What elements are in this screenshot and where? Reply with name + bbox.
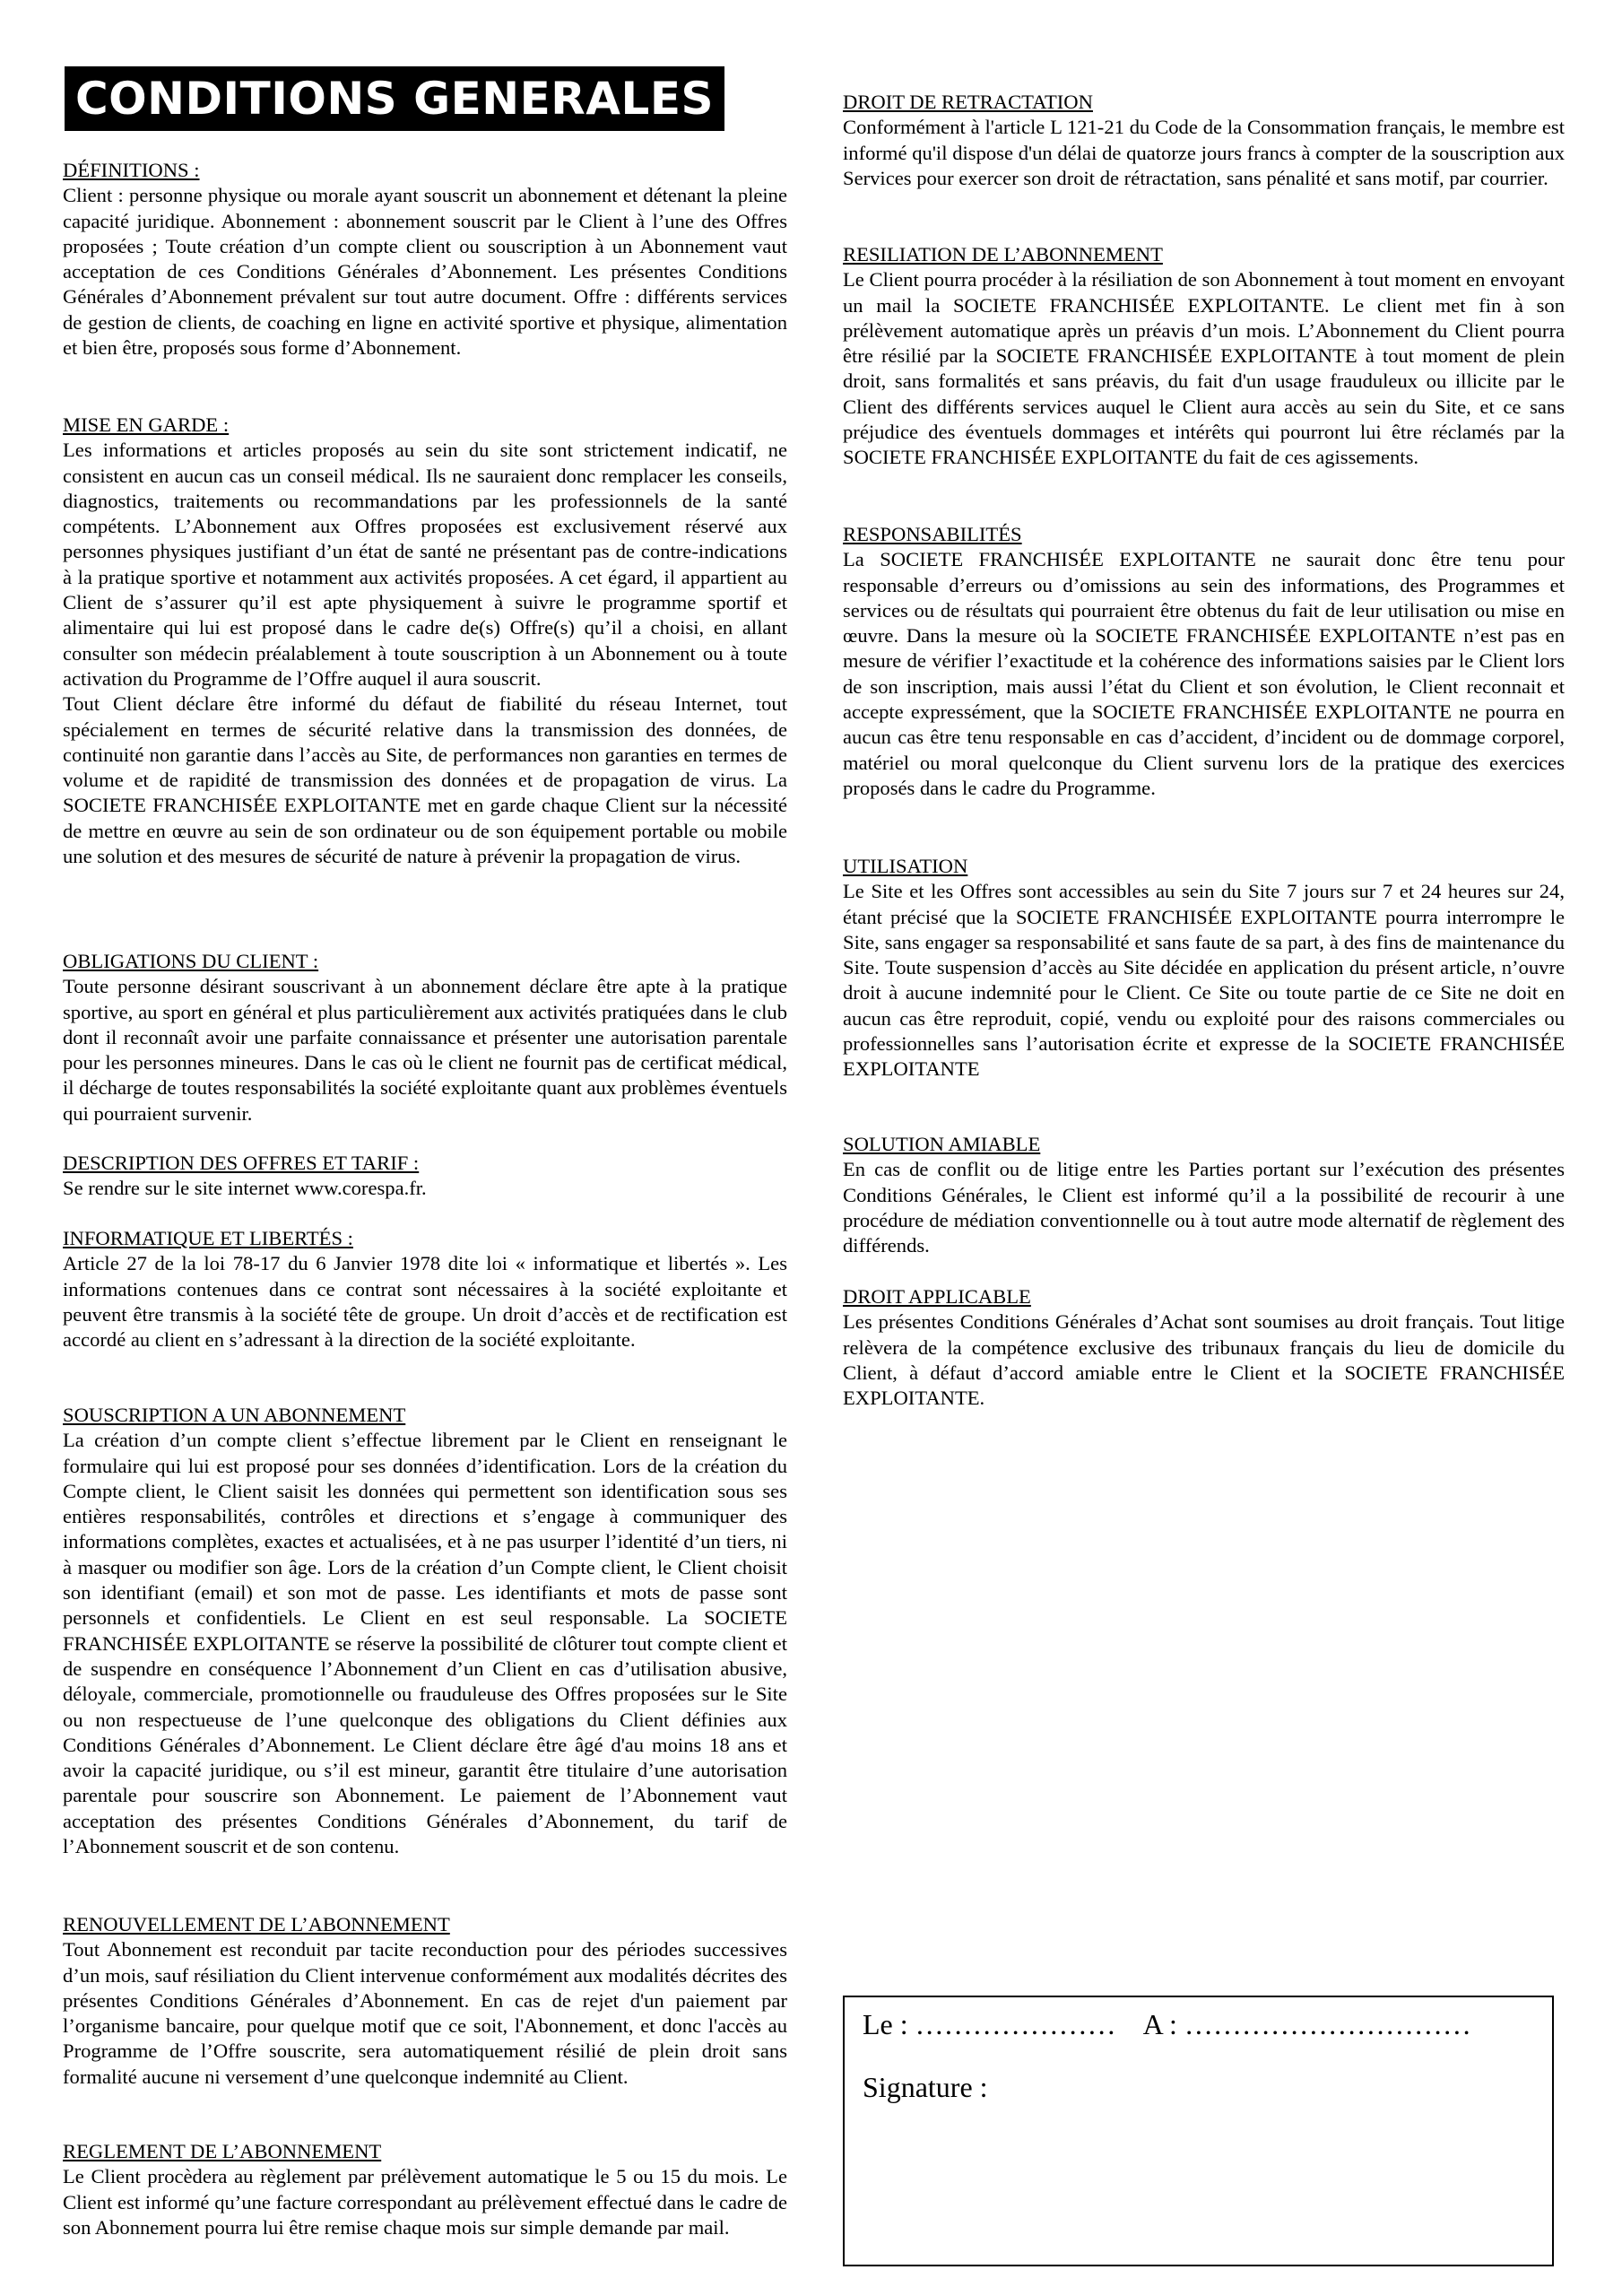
section-heading: OBLIGATIONS DU CLIENT : bbox=[63, 950, 319, 972]
section-souscription bbox=[63, 1403, 787, 1859]
section-heading: UTILISATION bbox=[843, 855, 968, 877]
section-body: En cas de conflit ou de litige entre les Parties portant sur l’exécution des présentes Conditions Générales, le Client est informé qu’il a la possibilité de recourir à une procédure de médiation conventionnelle ou à tout autre mode alternatif de règlement des différends. bbox=[843, 1158, 1565, 1257]
section-mise-en-garde bbox=[63, 413, 787, 869]
section-body: Les présentes Conditions Générales d’Achat sont soumises au droit français. Tout litige relèvera de la compétence exclusive des tribunaux français du lieu de domicile du Client, à défaut d’accord amiable entre le Client et la SOCIETE FRANCHISÉE EXPLOITANTE. bbox=[843, 1310, 1565, 1410]
section-definitions bbox=[63, 158, 787, 361]
section-body: Tout Abonnement est reconduit par tacite reconduction pour des périodes successives d’un mois, sauf résiliation du Client intervenue conformément aux modalités décrites des présentes Conditions Générales d’Abonnement. En cas de rejet d'un paiement par l’organisme bancaire, pour quelque motif que ce soit, l'Abonnement, et donc l'accès au Programme de l’Offre souscrite, sera automatiquement résilié de plein droit sans formalité aucune ni versement d’une quelconque indemnité au Client. bbox=[63, 1938, 787, 2088]
section-heading: SOUSCRIPTION A UN ABONNEMENT bbox=[63, 1404, 406, 1426]
section-body: Se rendre sur le site internet www.corespa.fr. bbox=[63, 1177, 427, 1200]
section-heading: DROIT DE RETRACTATION bbox=[843, 91, 1093, 113]
signature-label: Signature : bbox=[863, 2071, 988, 2103]
section-informatique bbox=[63, 1226, 787, 1352]
section-heading: DESCRIPTION DES OFFRES ET TARIF : bbox=[63, 1152, 420, 1174]
section-body: Le Client procèdera au règlement par prélèvement automatique le 5 ou 15 du mois. Le Client est informé qu’une facture correspondant au prélèvement effectué dans le cadre de son Abonnement pourra lui être remise chaque mois sur simple demande par mail. bbox=[63, 2165, 787, 2239]
section-body: La création d’un compte client s’effectue librement par le Client en renseignant le formulaire qui lui est proposé pour ses données d’identification. Lors de la création du Compte client, le Client saisit les données qui permettent son identification sous ses entières responsabilités, contrôles et directions et s’engage à communiquer des informations complètes, exactes et actualisées, et à ne pas usurper l’identité d’un tiers, ni à masquer ou modifier son âge. Lors de la création d’un Compte client, le Client choisit son identifiant (email) et son mot de passe. Les identifiants et mots de passe sont personnels et confidentiels. Le Client en est seul responsable. La SOCIETE FRANCHISÉE EXPLOITANTE se réserve la possibilité de clôturer tout compte client et de suspendre en conséquence l’Abonnement d’un Client en cas d’utilisation abusive, déloyale, commerciale, promotionnelle ou frauduleuse des Offres proposées sur le Site ou non respectueuse de l’une quelconque des obligations du Client définies aux Conditions Générales d’Abonnement. Le Client déclare être âgé d'au moins 18 ans et avoir la capacité juridique, ou s’il est mineur, garantit être titulaire d’une autorisation parentale pour souscrire son Abonnement. Le paiement de l’Abonnement vaut acceptation des présentes Conditions Générales d’Abonnement, du tarif de l’Abonnement souscrit et de son contenu. bbox=[63, 1429, 787, 1858]
section-renouvellement bbox=[63, 1912, 787, 2090]
section-offres-tarif bbox=[63, 1151, 787, 1202]
section-heading: DÉFINITIONS : bbox=[63, 159, 200, 181]
section-body: La SOCIETE FRANCHISÉE EXPLOITANTE ne saurait donc être tenu pour responsable d’erreurs ou d’omissions au sein des informations, des Programmes et services ou de résultats qui pourraient être obtenus du fait de leur utilisation ou mise en œuvre. Dans la mesure où la SOCIETE FRANCHISÉE EXPLOITANTE n’est pas en mesure de vérifier l’exactitude et la cohérence des informations saisies par le Client lors de son inscription, mais aussi l’état du Client et son évolution, le Client reconnait et accepte expressément, que la SOCIETE FRANCHISÉE EXPLOITANTE ne pourra en aucun cas être tenu responsable en cas d’accident, d’incident ou de dommage corporel, matériel ou moral quelconque du Client survenu lors de la pratique des exercices proposés dans le cadre du Programme. bbox=[843, 548, 1565, 799]
section-resiliation bbox=[843, 242, 1565, 471]
section-body: Toute personne désirant souscrivant à un abonnement déclare être apte à la pratique sportive, au sport en général et plus particulièrement aux activités pratiquées dans le club dont il reconnaît avoir une parfaite connaissance et présenter une autorisation parentale pour les personnes mineures. Dans le cas où le client ne fournit pas de certificat médical, il décharge de toutes responsabilités la société exploitante quant aux problèmes éventuels qui pourraient survenir. bbox=[63, 975, 787, 1125]
section-responsabilites bbox=[843, 522, 1565, 801]
section-body: Le Site et les Offres sont accessibles au sein du Site 7 jours sur 7 et 24 heures sur 24, étant précisé que la SOCIETE FRANCHISÉE EXPLOITANTE pourra interrompre le Site, sans engager sa responsabilité et sans faute de sa part, à des fins de maintenance du Site. Toute suspension d’accès au Site décidée en application du présent article, n’ouvre droit à aucune indemnité pour le Client. Ce Site ou toute partie de ce Site ne doit en aucun cas être reproduit, copié, vendu ou exploité pour des raisons commerciales ou professionnelles sans l’autorisation écrite et expresse de la SOCIETE FRANCHISÉE EXPLOITANTE bbox=[843, 880, 1565, 1081]
section-body: Les informations et articles proposés au sein du site sont strictement indicatif, ne consistent en aucun cas un conseil médical. Ils ne sauraient donc remplacer les conseils, diagnostics, traitements ou recommandations par les professionnels de la santé compétents. L’Abonnement aux Offres proposées est exclusivement réservé aux personnes physiques justifiant d’un état de santé ne présentant pas de contre-indications à la pratique sportive et notamment aux activités proposées. A cet égard, il appartient au Client de s’assurer qu’il est apte physiquement à suivre le programme sportif et alimentaire qui lui est proposé dans le cadre de(s) Offre(s) qu’il a choisi, en allant consulter son médecin préalablement à toute souscription à un Abonnement ou à toute activation du Programme de l’Offre auquel il aura souscrit. bbox=[63, 439, 787, 690]
section-reglement bbox=[63, 2139, 787, 2240]
section-body: Article 27 de la loi 78-17 du 6 Janvier 1978 dite loi « informatique et libertés ». Les informations contenues dans ce contrat sont nécessaires à la société exploitante et peuvent être transmis à la société tête de groupe. Un droit d’accès et de rectification est accordé au client en s’adressant à la direction de la société exploitante. bbox=[63, 1252, 787, 1352]
section-heading: REGLEMENT DE L’ABONNEMENT bbox=[63, 2140, 382, 2162]
section-heading: DROIT APPLICABLE bbox=[843, 1285, 1031, 1308]
section-heading: INFORMATIQUE ET LIBERTÉS : bbox=[63, 1227, 353, 1249]
signature-box[interactable] bbox=[843, 1996, 1554, 2266]
section-body: Le Client pourra procéder à la résiliation de son Abonnement à tout moment en envoyant un mail la SOCIETE FRANCHISÉE EXPLOITANTE. Le client met fin à son prélèvement automatique après un préavis d’un mois. L’Abonnement du Client pourra être résilié par la SOCIETE FRANCHISÉE EXPLOITANTE à tout moment de plein droit, sans formalités et sans préavis, du fait d'un usage frauduleux ou illicite par le Client des différents services auquel le Client aura accès au sein du Site, et ce sans préjudice des éventuels dommages et intérêts qui pourront lui être réclamés par la SOCIETE FRANCHISÉE EXPLOITANTE du fait de ces agissements. bbox=[843, 268, 1565, 469]
place-field[interactable]: A : ………………………… bbox=[1142, 2008, 1471, 2040]
section-solution-amiable bbox=[843, 1132, 1565, 1258]
section-heading: RENOUVELLEMENT DE L’ABONNEMENT bbox=[63, 1913, 450, 1935]
section-body-continued: Tout Client déclare être informé du défaut de fiabilité du réseau Internet, tout spécialement en termes de sécurité relative dans la transmission des données, de continuité non garantie dans l’accès au Site, de performances non garanties en termes de volume et de rapidité de transmission des données et de propagation de virus. La SOCIETE FRANCHISÉE EXPLOITANTE met en garde chaque Client sur la nécessité de mettre en œuvre au sein de son ordinateur ou de son équipement portable ou mobile une solution et des mesures de sécurité de nature à prévenir la propagation de virus. bbox=[63, 692, 787, 868]
date-field[interactable]: Le : ………………… bbox=[863, 2008, 1116, 2040]
section-utilisation bbox=[843, 854, 1565, 1083]
section-body: Client : personne physique ou morale ayant souscrit un abonnement et détenant la pleine capacité juridique. Abonnement : abonnement souscrit par le Client à l’une des Offres proposées ; Toute création d’un compte client ou souscription à un Abonnement vaut acceptation de ces Conditions Générales d’Abonnement. Les présentes Conditions Générales d’Abonnement prévalent sur tout autre document. Offre : différents services de gestion de clients, de coaching en ligne en activité sportive et physique, alimentation et bien être, proposés sous forme d’Abonnement. bbox=[63, 184, 787, 360]
section-heading: RESILIATION DE L’ABONNEMENT bbox=[843, 243, 1163, 265]
section-retractation bbox=[843, 90, 1565, 191]
section-heading: SOLUTION AMIABLE bbox=[843, 1133, 1041, 1155]
section-heading: RESPONSABILITÉS bbox=[843, 523, 1022, 545]
section-droit-applicable bbox=[843, 1284, 1565, 1411]
page-title: CONDITIONS GENERALES bbox=[65, 66, 724, 131]
date-place-line bbox=[863, 2008, 1471, 2041]
section-heading: MISE EN GARDE : bbox=[63, 413, 230, 436]
section-obligations bbox=[63, 949, 787, 1126]
section-body: Conformément à l'article L 121-21 du Code de la Consommation français, le membre est informé qu'il dispose d'un délai de quatorze jours francs à compter de la souscription aux Services pour exercer son droit de rétractation, sans pénalité et sans motif, par courrier. bbox=[843, 116, 1565, 189]
